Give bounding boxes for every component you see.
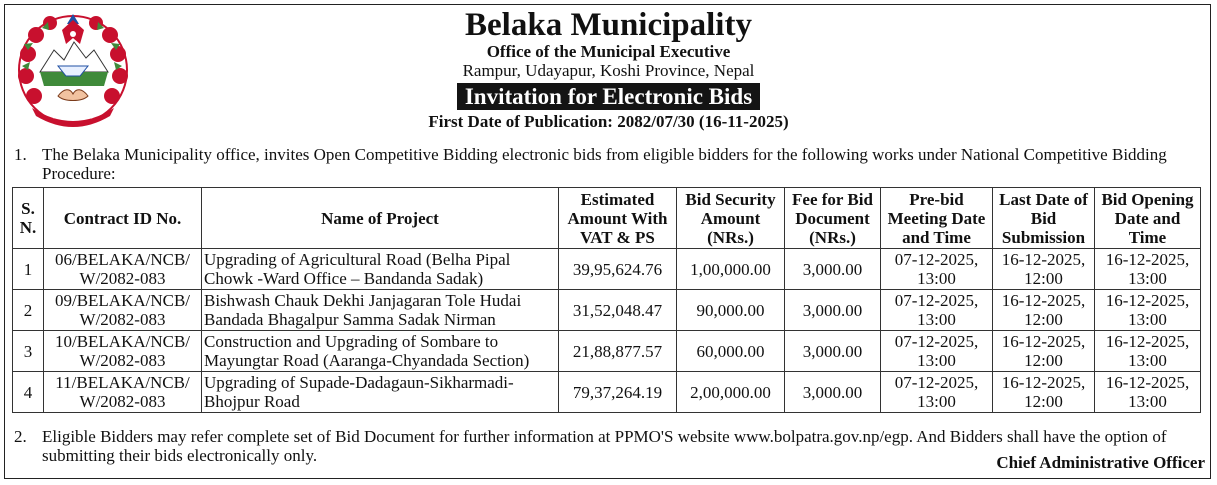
cell-sn: 3 [13, 331, 44, 372]
paragraph-2-text: Eligible Bidders may refer complete set of Bid Document for further information at PPMO'S website www.bolpatra.gov.np/egp. And Bidders shall have the option of submitting their bids electronically only. [42, 427, 1167, 465]
cell-prebid: 07-12-2025, 13:00 [881, 249, 993, 290]
cell-opening: 16-12-2025, 13:00 [1095, 249, 1201, 290]
header-security: Bid Security Amount (NRs.) [677, 188, 785, 249]
cell-last-date: 16-12-2025, 12:00 [993, 331, 1095, 372]
cell-sn: 4 [13, 372, 44, 413]
header-last-date: Last Date of Bid Submission [993, 188, 1095, 249]
signatory-title: Chief Administrative Officer [996, 453, 1205, 472]
cell-opening: 16-12-2025, 13:00 [1095, 372, 1201, 413]
header-sn: S. N. [13, 188, 44, 249]
paragraph-1-text: The Belaka Municipality office, invites Open Competitive Bidding electronic bids from eligible bidders for the following works under National Competitive Bidding Procedure: [42, 145, 1167, 183]
cell-sn: 1 [13, 249, 44, 290]
svg-text:~~~~~~~~: ~~~~~~~~ [52, 115, 94, 122]
cell-last-date: 16-12-2025, 12:00 [993, 290, 1095, 331]
paragraph-1-number: 1. [14, 145, 27, 164]
notice-header [0, 8, 1217, 132]
cell-sn: 2 [13, 290, 44, 331]
paragraph-2-number: 2. [14, 427, 27, 446]
office-address: Rampur, Udayapur, Koshi Province, Nepal [462, 61, 755, 80]
cell-security: 90,000.00 [677, 290, 785, 331]
cell-estimate: 21,88,877.57 [559, 331, 677, 372]
office-name: Office of the Municipal Executive [486, 42, 731, 61]
header-opening: Bid Opening Date and Time [1095, 188, 1201, 249]
cell-prebid: 07-12-2025, 13:00 [881, 331, 993, 372]
cell-prebid: 07-12-2025, 13:00 [881, 372, 993, 413]
cell-security: 2,00,000.00 [677, 372, 785, 413]
cell-last-date: 16-12-2025, 12:00 [993, 372, 1095, 413]
header-fee: Fee for Bid Document (NRs.) [785, 188, 881, 249]
table-row [13, 249, 1201, 290]
header-project: Name of Project [202, 188, 559, 249]
cell-last-date: 16-12-2025, 12:00 [993, 249, 1095, 290]
cell-estimate: 31,52,048.47 [559, 290, 677, 331]
cell-fee: 3,000.00 [785, 290, 881, 331]
municipality-name: Belaka Municipality [465, 7, 752, 43]
cell-security: 60,000.00 [677, 331, 785, 372]
cell-contract-id: 09/BELAKA/NCB/ W/2082-083 [44, 290, 202, 331]
cell-contract-id: 06/BELAKA/NCB/ W/2082-083 [44, 249, 202, 290]
cell-fee: 3,000.00 [785, 249, 881, 290]
cell-project: Upgrading of Supade-Dadagaun-Sikharmadi-Bhojpur Road [202, 372, 559, 413]
header-contract-id: Contract ID No. [44, 188, 202, 249]
header-prebid: Pre-bid Meeting Date and Time [881, 188, 993, 249]
cell-opening: 16-12-2025, 13:00 [1095, 290, 1201, 331]
bids-table [12, 187, 1201, 413]
table-row [13, 331, 1201, 372]
notice-title: Invitation for Electronic Bids [457, 83, 760, 110]
publication-date: First Date of Publication: 2082/07/30 (16-11-2025) [428, 112, 789, 131]
table-row [13, 372, 1201, 413]
cell-estimate: 39,95,624.76 [559, 249, 677, 290]
cell-opening: 16-12-2025, 13:00 [1095, 331, 1201, 372]
cell-prebid: 07-12-2025, 13:00 [881, 290, 993, 331]
cell-contract-id: 11/BELAKA/NCB/ W/2082-083 [44, 372, 202, 413]
cell-contract-id: 10/BELAKA/NCB/ W/2082-083 [44, 331, 202, 372]
cell-project: Bishwash Chauk Dekhi Janjagaran Tole Hudai Bandada Bhagalpur Samma Sadak Nirman [202, 290, 559, 331]
cell-estimate: 79,37,264.19 [559, 372, 677, 413]
cell-fee: 3,000.00 [785, 372, 881, 413]
table-header-row [13, 188, 1201, 249]
cell-project: Construction and Upgrading of Sombare to Mayungtar Road (Aaranga-Chyandada Section) [202, 331, 559, 372]
cell-project: Upgrading of Agricultural Road (Belha Pipal Chowk -Ward Office – Bandanda Sadak) [202, 249, 559, 290]
header-estimate: Estimated Amount With VAT & PS [559, 188, 677, 249]
cell-security: 1,00,000.00 [677, 249, 785, 290]
cell-fee: 3,000.00 [785, 331, 881, 372]
table-row [13, 290, 1201, 331]
